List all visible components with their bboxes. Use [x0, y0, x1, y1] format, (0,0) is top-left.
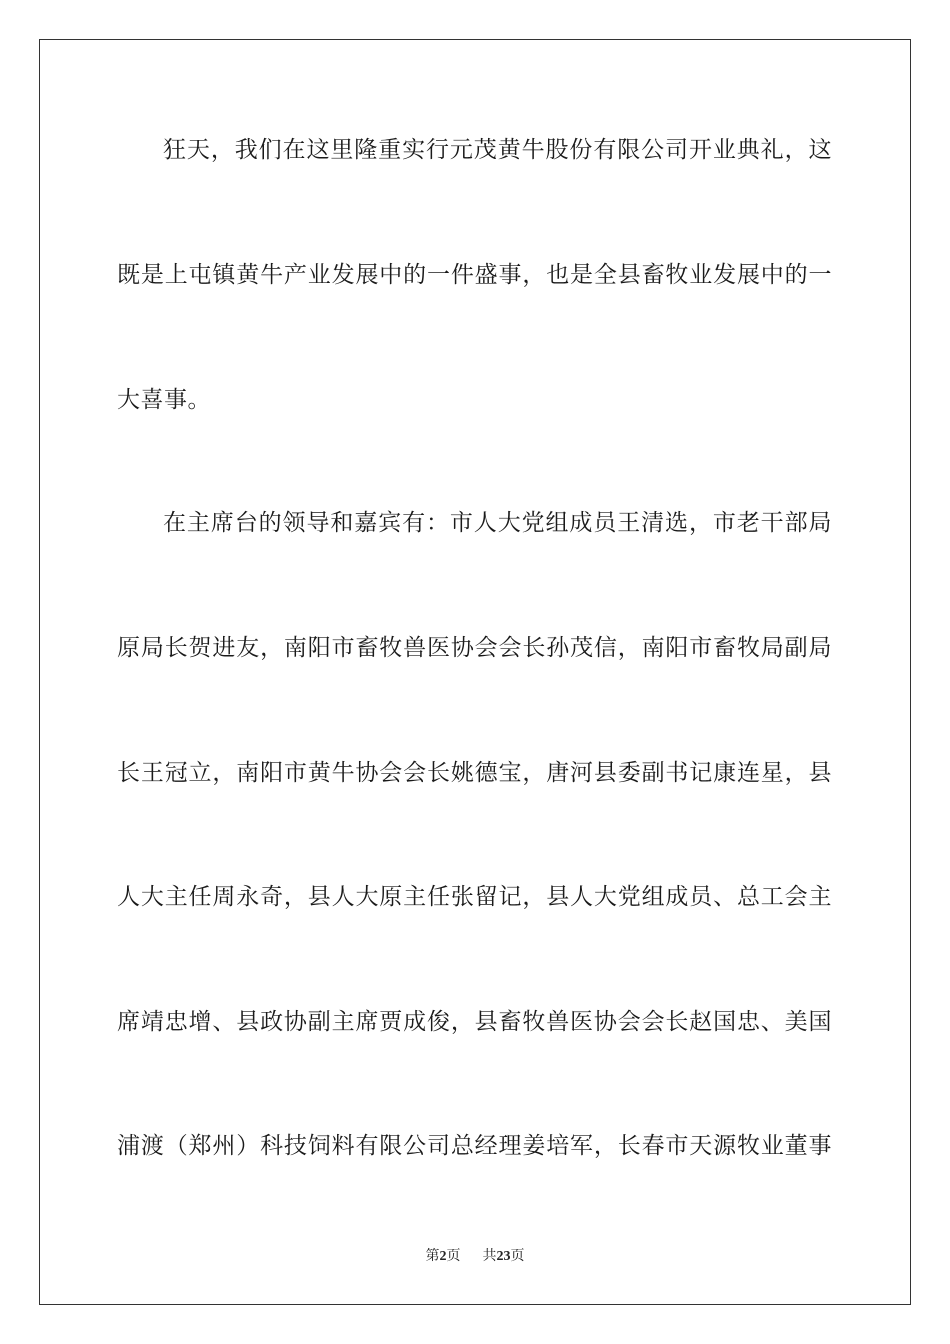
paragraph-1-line-3: 大喜事。 — [117, 387, 211, 413]
total-suffix: 页 — [510, 1249, 525, 1264]
paragraph-2-line-3: 长王冠立，南阳市黄牛协会会长姚德宝，唐河县委副书记康连星，县 — [117, 760, 832, 786]
page-prefix: 第 — [425, 1249, 440, 1264]
page-border — [39, 39, 911, 1305]
paragraph-1-line-1: 狂天，我们在这里隆重实行元茂黄牛股份有限公司开业典礼，这 — [163, 137, 832, 163]
page-suffix: 页 — [446, 1249, 461, 1264]
paragraph-2-line-4: 人大主任周永奇，县人大原主任张留记，县人大党组成员、总工会主 — [117, 884, 832, 910]
page-number: 2 — [439, 1249, 447, 1264]
paragraph-2-line-5: 席靖忠增、县政协副主席贾成俊，县畜牧兽医协会会长赵国忠、美国 — [117, 1009, 832, 1035]
paragraph-2-line-6: 浦渡（郑州）科技饲料有限公司总经理姜培军，长春市天源牧业董事 — [117, 1133, 832, 1159]
page-footer — [0, 1248, 950, 1266]
paragraph-2-line-1: 在主席台的领导和嘉宾有：市人大党组成员王清选，市老干部局 — [163, 510, 832, 536]
total-prefix: 共 — [482, 1249, 497, 1264]
paragraph-1-line-2: 既是上屯镇黄牛产业发展中的一件盛事，也是全县畜牧业发展中的一 — [117, 262, 832, 288]
paragraph-2-line-2: 原局长贺进友，南阳市畜牧兽医协会会长孙茂信，南阳市畜牧局副局 — [117, 635, 832, 661]
total-pages: 23 — [496, 1249, 511, 1264]
